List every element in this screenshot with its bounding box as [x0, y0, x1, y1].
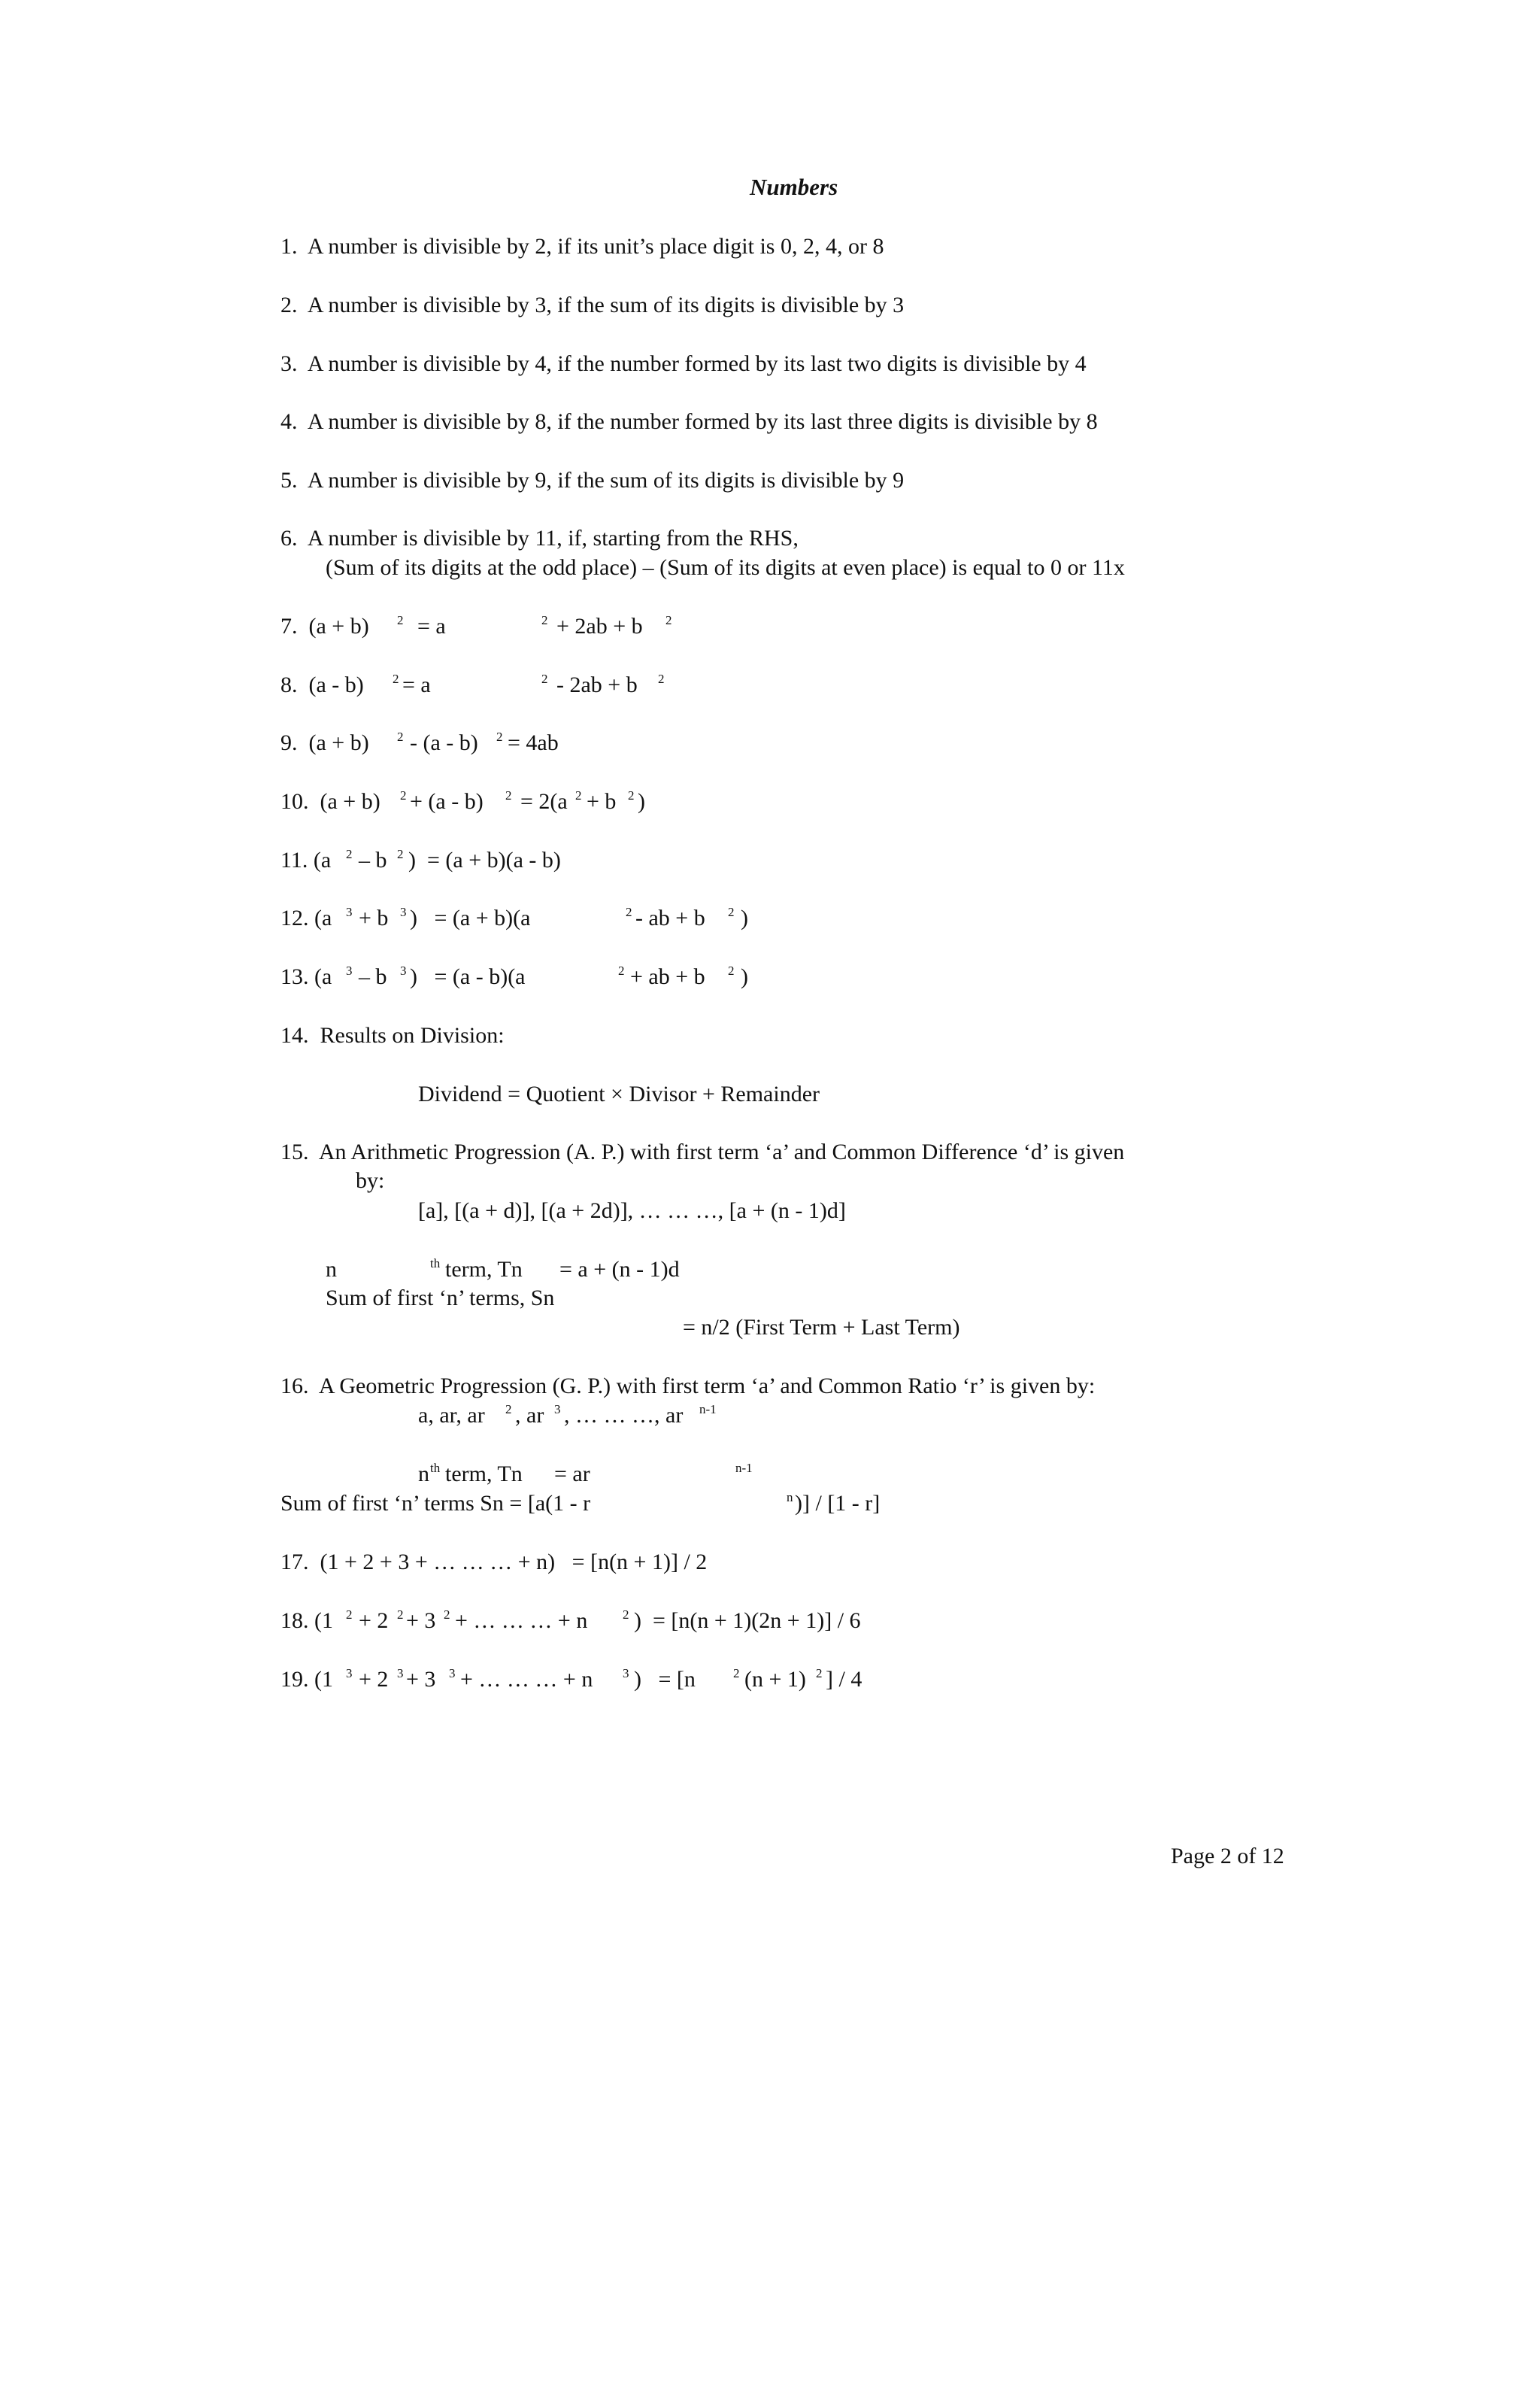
item-7-rhs: + 2ab + b	[556, 614, 643, 639]
item-7-eq: = a	[417, 614, 446, 639]
item-10-lhs: 10. (a + b)	[280, 789, 380, 814]
item-10-close: )	[638, 789, 645, 814]
superscript: 3	[449, 1666, 456, 1680]
item-9-lhs: 9. (a + b)	[280, 730, 369, 755]
item-12-rhs: - ab + b	[635, 906, 705, 930]
item-16-line-1: 16. A Geometric Progression (G. P.) with first term ‘a’ and Common Ratio ‘r’ is given by:	[280, 1374, 1096, 1398]
superscript: 2	[665, 613, 672, 627]
superscript: 2	[733, 1666, 740, 1680]
superscript: n-1	[699, 1402, 717, 1416]
item-13-lhs: 13. (a	[280, 964, 332, 989]
item-1: 1. A number is divisible by 2, if its unit’s place digit is 0, 2, 4, or 8	[280, 234, 884, 259]
superscript: 3	[623, 1666, 629, 1680]
item-14-formula: Dividend = Quotient × Divisor + Remainder	[418, 1082, 820, 1106]
item-17: 17. (1 + 2 + 3 + … … … + n) = [n(n + 1)] / 2	[280, 1550, 708, 1574]
item-16-nth-n: n	[418, 1462, 429, 1486]
item-16-sum-end: )] / [1 - r]	[795, 1491, 881, 1516]
superscript: 2	[816, 1666, 823, 1680]
superscript: 2	[397, 613, 404, 627]
superscript: 3	[400, 905, 407, 919]
item-11-b: – b	[359, 848, 387, 873]
item-11-lhs: 11. (a	[280, 848, 332, 873]
item-18-rhs: ) = [n(n + 1)(2n + 1)] / 6	[634, 1608, 861, 1633]
superscript: 2	[346, 847, 353, 861]
item-2: 2. A number is divisible by 3, if the sum of its digits is divisible by 3	[280, 293, 905, 317]
superscript: 3	[400, 964, 407, 978]
superscript: 3	[346, 905, 353, 919]
item-16-seq-c: , … … …, ar	[564, 1403, 684, 1428]
superscript: 2	[505, 1402, 512, 1416]
item-9-rhs: = 4ab	[508, 730, 559, 755]
item-18-b: + 2	[359, 1608, 389, 1633]
superscript: 2	[346, 1607, 353, 1622]
item-3: 3. A number is divisible by 4, if the number formed by its last two digits is divisible by 4	[280, 351, 1087, 376]
superscript: 2	[626, 905, 632, 919]
item-19-eq: ) = [n	[634, 1667, 696, 1692]
page-title: Numbers	[750, 174, 838, 200]
superscript: 3	[346, 1666, 353, 1680]
item-19-d: + … … … + n	[460, 1667, 593, 1692]
superscript: 2	[397, 1607, 404, 1622]
item-16-nth-formula: = ar	[554, 1462, 590, 1486]
item-14-heading: 14. Results on Division:	[280, 1023, 505, 1048]
item-7-lhs: 7. (a + b)	[280, 614, 369, 639]
superscript: n-1	[735, 1461, 753, 1475]
item-9-mid: - (a - b)	[410, 730, 478, 755]
item-6-line-2: (Sum of its digits at the odd place) – (Sum of its digits at even place) is equal to 0 or 11x	[326, 555, 1125, 580]
superscript: 2	[541, 672, 548, 686]
item-15-line-2: by:	[356, 1168, 385, 1193]
superscript: 2	[393, 672, 399, 686]
item-8-lhs: 8. (a - b)	[280, 672, 364, 697]
item-10-mid: + (a - b)	[410, 789, 484, 814]
superscript: 2	[397, 847, 404, 861]
item-13-eq: ) = (a - b)(a	[410, 964, 526, 989]
item-15-sum-label: Sum of first ‘n’ terms, Sn	[326, 1286, 555, 1310]
item-19-b: + 2	[359, 1667, 389, 1692]
item-16-sum: Sum of first ‘n’ terms Sn = [a(1 - r	[280, 1491, 591, 1516]
item-15-line-1: 15. An Arithmetic Progression (A. P.) with first term ‘a’ and Common Difference ‘d’ is given	[280, 1140, 1125, 1164]
superscript: 2	[575, 788, 582, 803]
item-16-seq-a: a, ar, ar	[418, 1403, 485, 1428]
item-19-lhs: 19. (1	[280, 1667, 333, 1692]
superscript: 2	[623, 1607, 629, 1622]
superscript: 2	[728, 964, 735, 978]
item-6-line-1: 6. A number is divisible by 11, if, starting from the RHS,	[280, 526, 799, 551]
superscript: 2	[496, 730, 503, 744]
superscript: th	[430, 1256, 441, 1270]
superscript: 2	[400, 788, 407, 803]
item-15-sum-formula: = n/2 (First Term + Last Term)	[683, 1315, 960, 1340]
item-15-nth-n: n	[326, 1257, 337, 1282]
superscript: n	[787, 1490, 793, 1504]
item-5: 5. A number is divisible by 9, if the sum of its digits is divisible by 9	[280, 468, 905, 493]
item-18-d: + … … … + n	[455, 1608, 588, 1633]
item-12-lhs: 12. (a	[280, 906, 332, 930]
item-19-c: + 3	[406, 1667, 436, 1692]
superscript: 2	[444, 1607, 450, 1622]
superscript: 3	[397, 1666, 404, 1680]
page-number: Page 2 of 12	[1171, 1844, 1284, 1868]
item-16-nth-term: term, Tn	[445, 1462, 523, 1486]
item-19-g: ] / 4	[826, 1667, 862, 1692]
item-13-close: )	[741, 964, 748, 989]
item-15-nth-formula: = a + (n - 1)d	[559, 1257, 680, 1282]
item-16-seq-b: , ar	[515, 1403, 544, 1428]
item-13-rhs: + ab + b	[630, 964, 705, 989]
superscript: 2	[658, 672, 665, 686]
item-8-rhs: - 2ab + b	[556, 672, 638, 697]
item-12-close: )	[741, 906, 748, 930]
superscript: 3	[554, 1402, 561, 1416]
superscript: th	[430, 1461, 441, 1475]
superscript: 3	[346, 964, 353, 978]
item-8-eq: = a	[402, 672, 431, 697]
superscript: 2	[618, 964, 625, 978]
item-4: 4. A number is divisible by 8, if the number formed by its last three digits is divisible by 8	[280, 409, 1098, 434]
item-11-rhs: ) = (a + b)(a - b)	[408, 848, 561, 873]
item-15-nth-term: term, Tn	[445, 1257, 523, 1282]
superscript: 2	[628, 788, 635, 803]
item-12-eq: ) = (a + b)(a	[410, 906, 531, 930]
item-15-sequence: [a], [(a + d)], [(a + 2d)], … … …, [a + (n - 1)d]	[418, 1198, 846, 1223]
superscript: 2	[397, 730, 404, 744]
item-12-b: + b	[359, 906, 389, 930]
superscript: 2	[505, 788, 512, 803]
superscript: 2	[541, 613, 548, 627]
item-13-b: – b	[359, 964, 387, 989]
item-18-c: + 3	[406, 1608, 436, 1633]
item-19-f: (n + 1)	[744, 1667, 806, 1692]
superscript: 2	[728, 905, 735, 919]
item-10-eq: = 2(a	[520, 789, 568, 814]
item-10-b: + b	[587, 789, 617, 814]
item-18-lhs: 18. (1	[280, 1608, 333, 1633]
